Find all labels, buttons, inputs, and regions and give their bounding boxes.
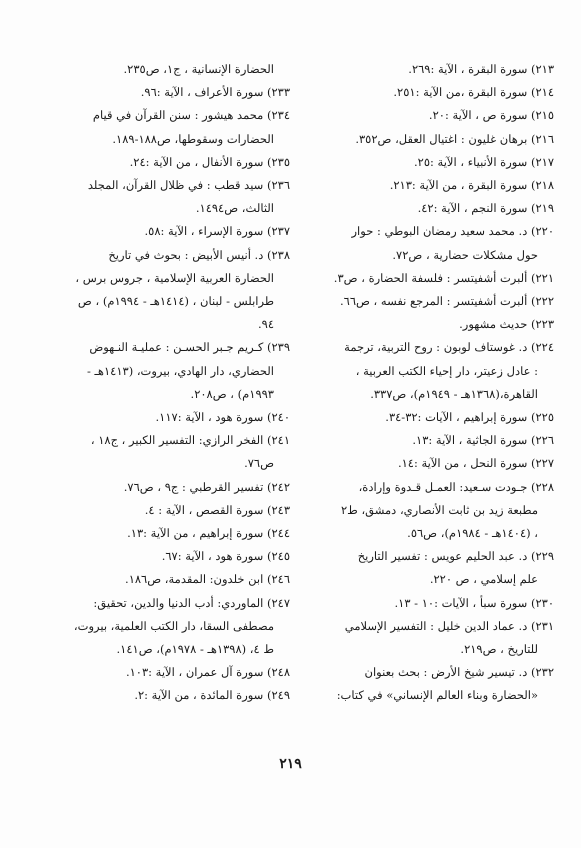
footnote-line: ٢٣٣) سورة الأعراف ، الآية :٩٦. xyxy=(140,85,290,100)
footnote-line: ٢٢٤) د. غوستاف لوبون : روح التربية، ترجمة xyxy=(344,340,554,355)
footnote-line: للتاريخ ، ص٢١٩. xyxy=(460,642,538,657)
footnote-line: ٢٣٠) سورة سبأ ، الآيات :١٠ - ١٣. xyxy=(394,595,554,610)
footnote-line: الحضاري، دار الهادي، بيروت، (١٤١٣هـ - xyxy=(87,363,274,378)
footnote-line: ٢٣٨) د. أنيس الأبيض : بحوث في تاريخ xyxy=(108,247,290,262)
footnote-line: الحضارات وسقوطها، ص١٨٨-١٨٩. xyxy=(112,131,274,146)
footnote-line: ٢٢٧) سورة النحل ، من الآية :١٤. xyxy=(397,456,554,471)
footnote-line: حول مشكلات حضارية ، ص٧٢. xyxy=(392,247,538,262)
footnote-line: : عادل زعيتر، دار إحياء الكتب العربية ، xyxy=(355,363,538,378)
footnote-line: ٩٤. xyxy=(257,317,274,332)
footnote-line: ٢٣٤) محمد هيشور : سنن القرآن في قيام xyxy=(92,108,290,123)
footnote-line: مطبعة زيد بن ثابت الأنصاري، دمشق، ط٢ xyxy=(340,502,538,517)
footnote-line: ٢٣٦) سيد قطب : في ظلال القرآن، المجلد xyxy=(87,178,290,193)
footnote-line: ٢١٨) سورة البقرة ، من الآية :٢١٣. xyxy=(389,178,554,193)
footnote-line: ٢٢١) ألبرت أشفيتسر : فلسفة الحضارة ، ص٣. xyxy=(333,270,554,285)
footnotes-right-column xyxy=(296,58,554,708)
footnote-line: ط ٤، (١٣٩٨هـ - ١٩٧٨م)، ص١٤١. xyxy=(116,642,274,657)
footnote-line: ٢٤٠) سورة هود ، الآية :١١٧. xyxy=(155,410,290,425)
footnote-line: ٢٤٣) سورة القصص ، الآية : ٤. xyxy=(144,502,290,517)
footnote-line: ٢٤٦) ابن خلدون: المقدمة، ص١٨٦. xyxy=(125,572,290,587)
footnote-line: ٢٢٣) حديث مشهور. xyxy=(459,317,554,332)
footnote-line: ١٩٩٣م) ، ص٢٠٨. xyxy=(190,386,274,401)
footnote-line: الثالث، ص١٤٩٤. xyxy=(195,201,274,216)
footnote-line: ٢٢٢) ألبرت أشفيتسر : المرجع نفسه ، ص٦٦. xyxy=(339,294,554,309)
footnote-line: ٢٤٨) سورة آل عمران ، الآية :١٠٣. xyxy=(125,665,290,680)
footnote-line: ٢١٥) سورة ص ، الآية :٢٠. xyxy=(428,108,554,123)
footnote-line: ٢٤٤) سورة إبراهيم ، من الآية :١٣. xyxy=(127,526,290,541)
footnote-line: ٢١٤) سورة البقرة ،من الآية :٢٥١. xyxy=(393,85,554,100)
footnote-line: الحضارة العربية الإسلامية ، جروس برس ، xyxy=(75,270,274,285)
footnote-line: ٢١٩) سورة النجم ، الآية :٤٢. xyxy=(417,201,554,216)
footnote-line: ٢١٧) سورة الأنبياء ، الآية :٢٥. xyxy=(414,154,554,169)
footnote-line: القاهرة،(١٣٦٨هـ - ١٩٤٩م)، ص٣٣٧. xyxy=(370,386,538,401)
footnote-line: ٢٢٩) د. عبد الحليم عويس : تفسير التاريخ xyxy=(357,549,554,564)
footnotes-left-column xyxy=(40,58,290,708)
footnote-line: ٢١٦) برهان غليون : اغتيال العقل، ص٣٥٢. xyxy=(355,131,554,146)
footnote-line: ٢٢٥) سورة إبراهيم ، الآيات :٣٢-٣٤. xyxy=(385,410,554,425)
footnote-line: ٢١٣) سورة البقرة ، الآية :٢٦٩. xyxy=(408,62,554,76)
footnote-line: «الحضارة وبناء العالم الإنساني» في كتاب: xyxy=(336,688,538,703)
footnote-line: طرابلس - لبنان ، (١٤١٤هـ - ١٩٩٤م) ، ص xyxy=(77,294,274,309)
footnote-line: ٢٣٢) د. تيسير شيخ الأرض : بحث بعنوان xyxy=(364,665,554,680)
footnote-line: الحضارة الإنسانية ، ج١، ص٢٣٥. xyxy=(123,62,274,76)
footnote-line: ٢٤١) الفخر الرازي: التفسير الكبير ، ج١٨ ، xyxy=(90,433,290,448)
footnote-line: علم إسلامي ، ص ٢٢٠. xyxy=(429,572,538,587)
footnote-line: ص٧٦. xyxy=(244,456,274,471)
footnote-line: ٢٢٦) سورة الجاثية ، الآية :١٣. xyxy=(412,433,554,448)
footnote-line: ٢٣١) د. عماد الدين خليل : التفسير الإسلامي xyxy=(344,618,554,633)
footnote-line: ، (١٤٠٤هـ - ١٩٨٤م)، ص٥٦. xyxy=(407,526,538,541)
footnote-line: ٢٢٠) د. محمد سعيد رمضان البوطي : حوار xyxy=(351,224,554,239)
footnote-line: ٢٢٨) جـودت سـعيد: العمـل قـدوة وإرادة، xyxy=(358,479,554,494)
footnote-line: ٢٤٧) الماوردي: أدب الدنيا والدين، تحقيق: xyxy=(93,595,290,610)
footnote-line: ٢٤٩) سورة المائدة ، من الآية :٢. xyxy=(134,688,290,703)
footnote-line: ٢٤٥) سورة هود ، الآية :٦٧. xyxy=(161,549,290,564)
footnote-line: ٢٤٢) تفسير القرطبي : ج٩ ، ص٧٦. xyxy=(123,479,290,494)
footnote-line: ٢٣٥) سورة الأنفال ، من الآية :٢٤. xyxy=(129,154,290,169)
footnote-line: ٢٣٧) سورة الإسراء ، الآية :٥٨. xyxy=(144,224,290,239)
page-number: ٢١٩ xyxy=(279,756,302,772)
footnote-line: مصطفى السقا، دار الكتب العلمية، بيروت، xyxy=(73,618,274,633)
footnote-line: ٢٣٩) كـريم جـبر الحسـن : عمليـة النـهوض xyxy=(89,340,290,355)
